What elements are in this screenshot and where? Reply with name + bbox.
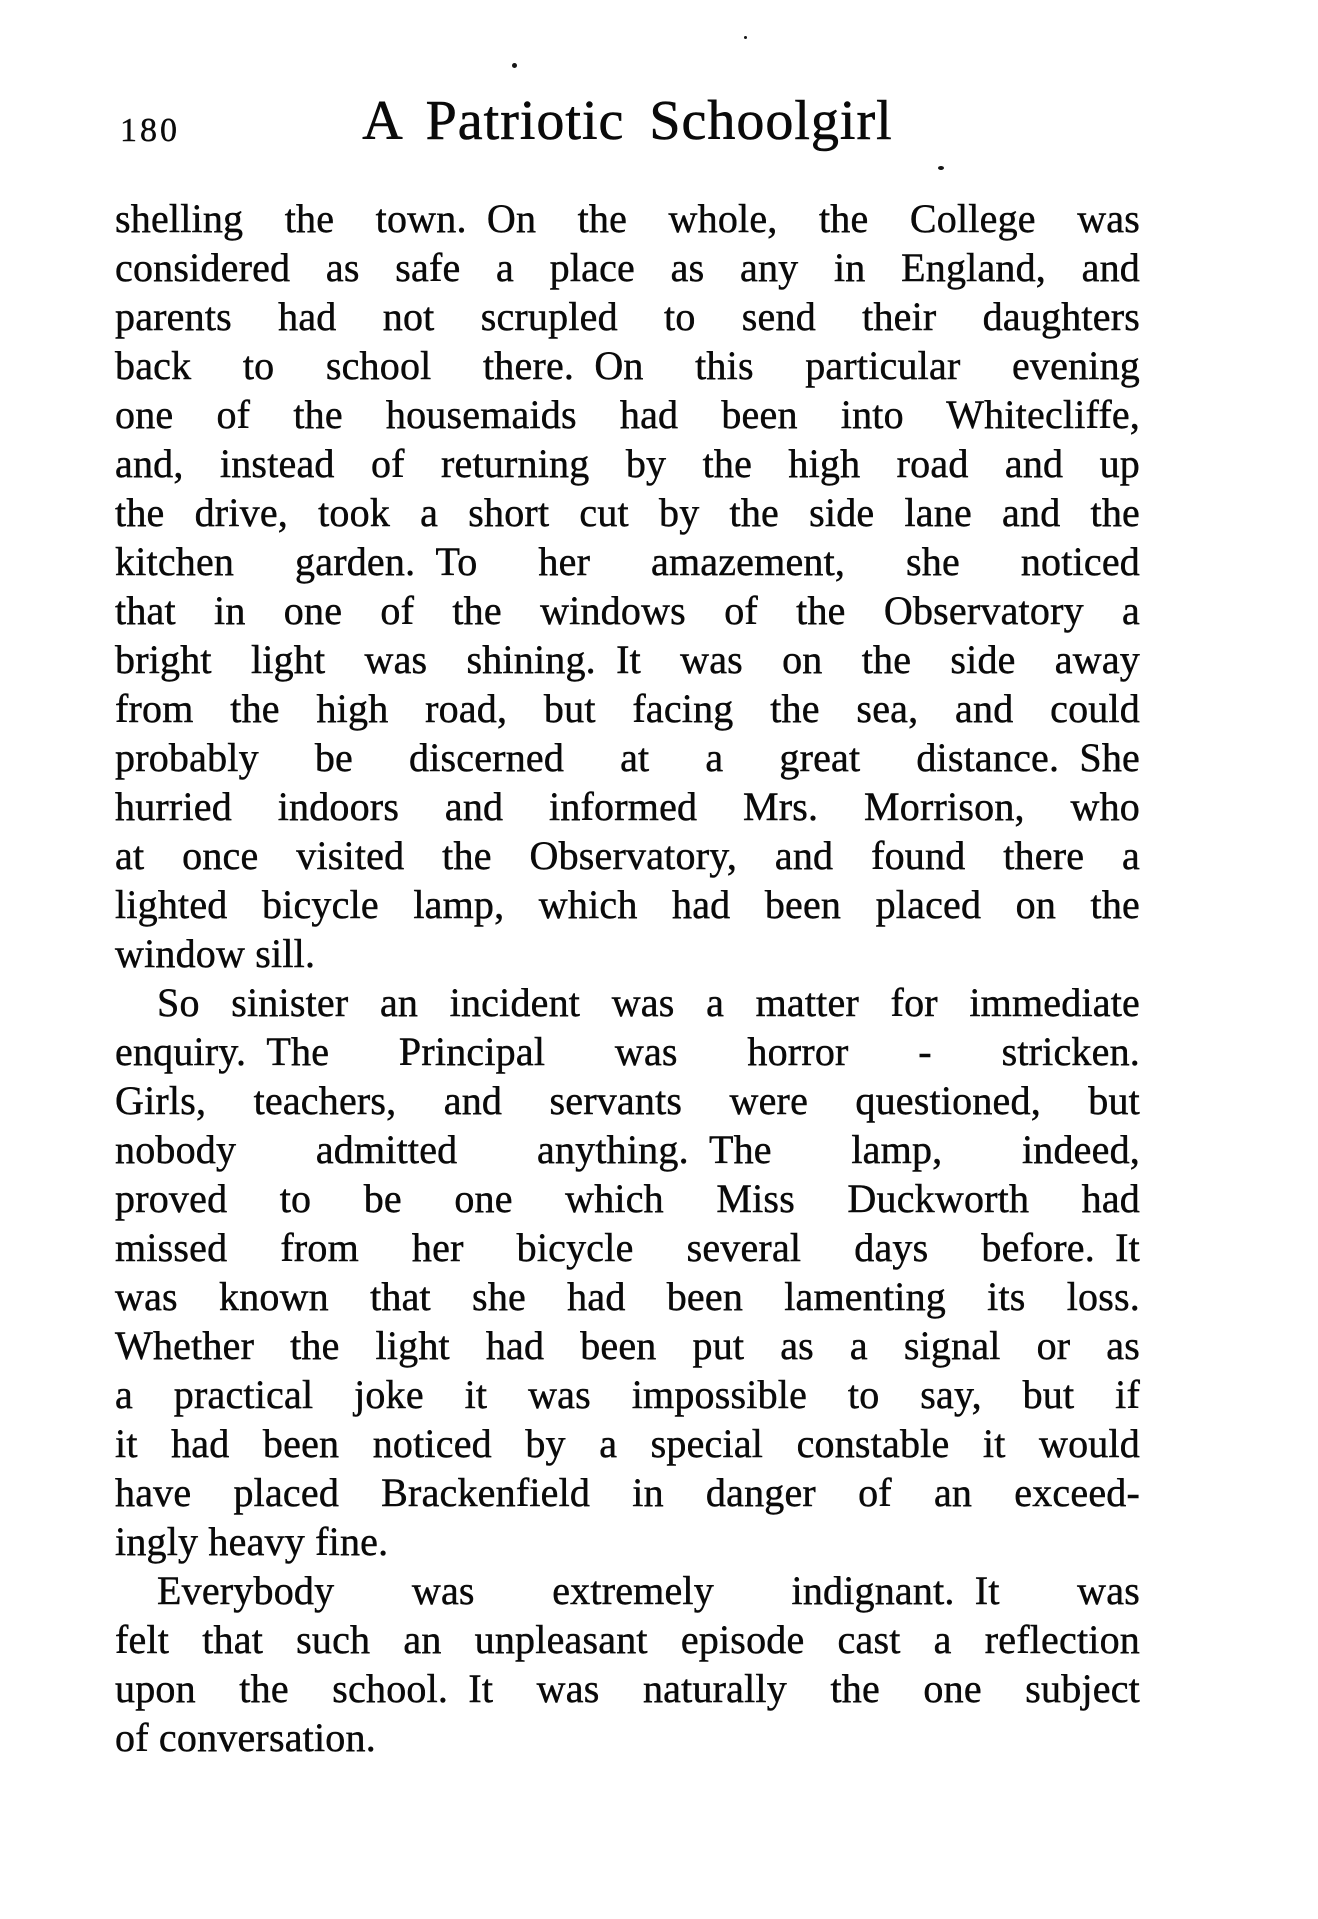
text-line: one of the housemaids had been into Whitecliffe, [115, 392, 1140, 437]
text-line: bright light was shining. It was on the side away [115, 637, 1140, 682]
text-line: at once visited the Observatory, and found there a [115, 833, 1140, 878]
text-line: from the high road, but facing the sea, and could [115, 686, 1140, 731]
page-title: A Patriotic Schoolgirl [362, 90, 893, 152]
text-line: So sinister an incident was a matter for immediate [157, 980, 1140, 1025]
text-line: considered as safe a place as any in England, and [115, 245, 1140, 290]
text-line: and, instead of returning by the high road and up [115, 441, 1140, 486]
text-line: it had been noticed by a special constable it would [115, 1421, 1140, 1466]
page-text [115, 194, 1140, 1762]
text-line: of conversation. [115, 1715, 376, 1760]
text-line: window sill. [115, 931, 316, 976]
text-line: nobody admitted anything. The lamp, indeed, [115, 1127, 1140, 1172]
page-header [115, 88, 1140, 154]
text-line: shelling the town. On the whole, the College was [115, 196, 1140, 241]
text-line: kitchen garden. To her amazement, she noticed [115, 539, 1140, 584]
text-line: ingly heavy fine. [115, 1519, 389, 1564]
text-line: missed from her bicycle several days before. It [115, 1225, 1140, 1270]
text-line: Whether the light had been put as a signal or as [115, 1323, 1140, 1368]
text-line: enquiry. The Principal was horror - stricken. [115, 1029, 1140, 1074]
text-line: felt that such an unpleasant episode cast a reflection [115, 1617, 1140, 1662]
paragraph [115, 978, 1140, 1566]
scan-speck [512, 63, 517, 68]
scan-speck [938, 166, 944, 170]
text-line: have placed Brackenfield in danger of an exceed- [115, 1470, 1140, 1515]
text-line: Everybody was extremely indignant. It was [157, 1568, 1140, 1613]
text-line: the drive, took a short cut by the side lane and the [115, 490, 1140, 535]
text-line: Girls, teachers, and servants were questioned, but [115, 1078, 1140, 1123]
scan-speck [744, 36, 747, 39]
page-number: 180 [120, 112, 180, 149]
text-line: parents had not scrupled to send their daughters [115, 294, 1140, 339]
text-line: probably be discerned at a great distance. She [115, 735, 1140, 780]
paragraph [115, 194, 1140, 978]
text-line: a practical joke it was impossible to say, but if [115, 1372, 1140, 1417]
text-line: was known that she had been lamenting its loss. [115, 1274, 1140, 1319]
text-line: hurried indoors and informed Mrs. Morrison, who [115, 784, 1140, 829]
text-line: proved to be one which Miss Duckworth had [115, 1176, 1140, 1221]
text-line: back to school there. On this particular evening [115, 343, 1140, 388]
paragraph [115, 1566, 1140, 1762]
text-line: lighted bicycle lamp, which had been placed on the [115, 882, 1140, 927]
text-line: upon the school. It was naturally the one subject [115, 1666, 1140, 1711]
text-line: that in one of the windows of the Observatory a [115, 588, 1140, 633]
